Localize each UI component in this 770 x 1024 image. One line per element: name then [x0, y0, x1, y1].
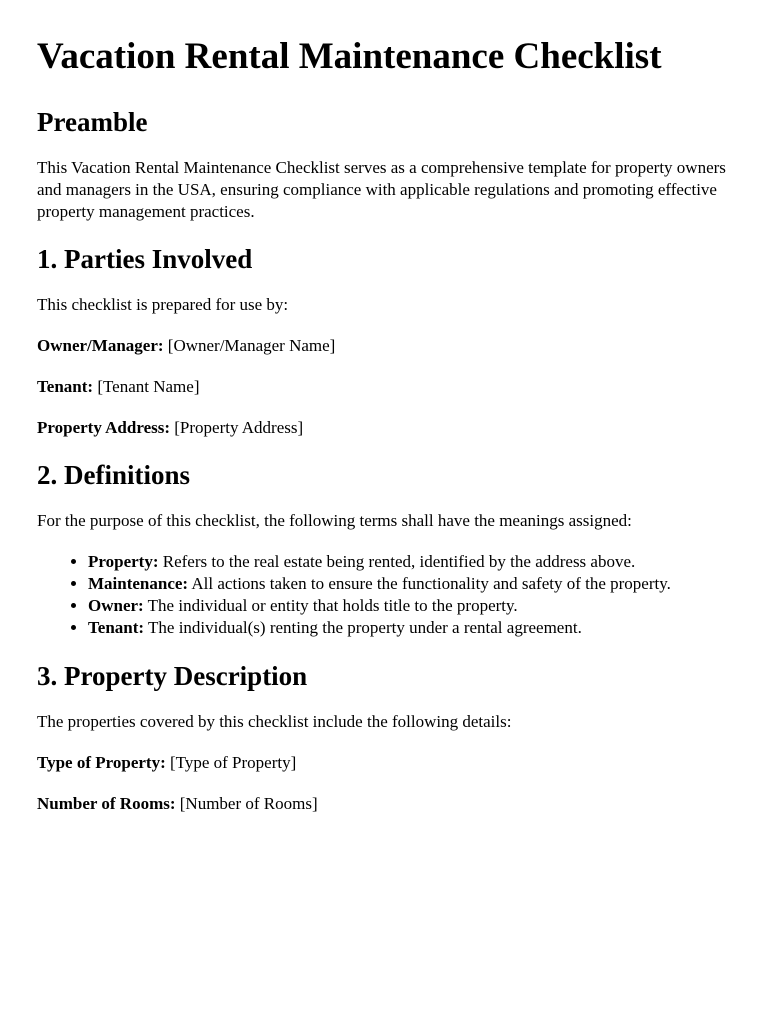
tenant-label: Tenant: — [37, 377, 94, 396]
definition-text: Refers to the real estate being rented, identified by the address above. — [162, 552, 636, 571]
definition-term: Owner: — [88, 596, 144, 615]
definition-term: Maintenance: — [88, 574, 189, 593]
preamble-heading: Preamble — [37, 107, 148, 137]
property-address-value: [Property Address] — [174, 418, 304, 437]
parties-intro: This checklist is prepared for use by: — [37, 295, 289, 314]
parties-section — [37, 242, 747, 439]
type-of-property-label: Type of Property: — [37, 753, 166, 772]
document-title: Vacation Rental Maintenance Checklist — [37, 36, 662, 77]
property-address-field — [37, 417, 747, 439]
definition-text: All actions taken to ensure the functionality and safety of the property. — [191, 574, 671, 593]
type-of-property-value: [Type of Property] — [169, 753, 297, 772]
definitions-intro: For the purpose of this checklist, the following terms shall have the meanings assigned: — [37, 511, 632, 530]
definitions-section — [37, 458, 747, 639]
preamble-section — [37, 105, 747, 223]
definitions-list — [37, 551, 747, 639]
property-description-heading: 3. Property Description — [37, 661, 308, 691]
tenant-field — [37, 376, 747, 398]
definition-term: Tenant: — [88, 618, 145, 637]
list-item — [88, 617, 747, 639]
parties-heading: 1. Parties Involved — [37, 244, 253, 274]
definition-term: Property: — [88, 552, 159, 571]
definition-text: The individual(s) renting the property under a rental agreement. — [148, 618, 582, 637]
tenant-value: [Tenant Name] — [97, 377, 200, 396]
list-item — [88, 595, 747, 617]
number-of-rooms-value: [Number of Rooms] — [179, 794, 318, 813]
owner-manager-field — [37, 335, 747, 357]
definitions-heading: 2. Definitions — [37, 460, 191, 490]
owner-manager-label: Owner/Manager: — [37, 336, 164, 355]
type-of-property-field — [37, 752, 747, 774]
document-page — [37, 34, 747, 834]
property-description-section — [37, 659, 747, 815]
list-item — [88, 573, 747, 595]
property-address-label: Property Address: — [37, 418, 171, 437]
owner-manager-value: [Owner/Manager Name] — [167, 336, 336, 355]
preamble-text: This Vacation Rental Maintenance Checklist serves as a comprehensive template for property owners and managers in the USA, ensuring compliance with applicable regulations and promoting effective property management practices. — [37, 158, 726, 221]
property-description-intro: The properties covered by this checklist include the following details: — [37, 712, 512, 731]
number-of-rooms-field — [37, 793, 747, 815]
definition-text: The individual or entity that holds title to the property. — [147, 596, 518, 615]
number-of-rooms-label: Number of Rooms: — [37, 794, 176, 813]
list-item — [88, 551, 747, 573]
